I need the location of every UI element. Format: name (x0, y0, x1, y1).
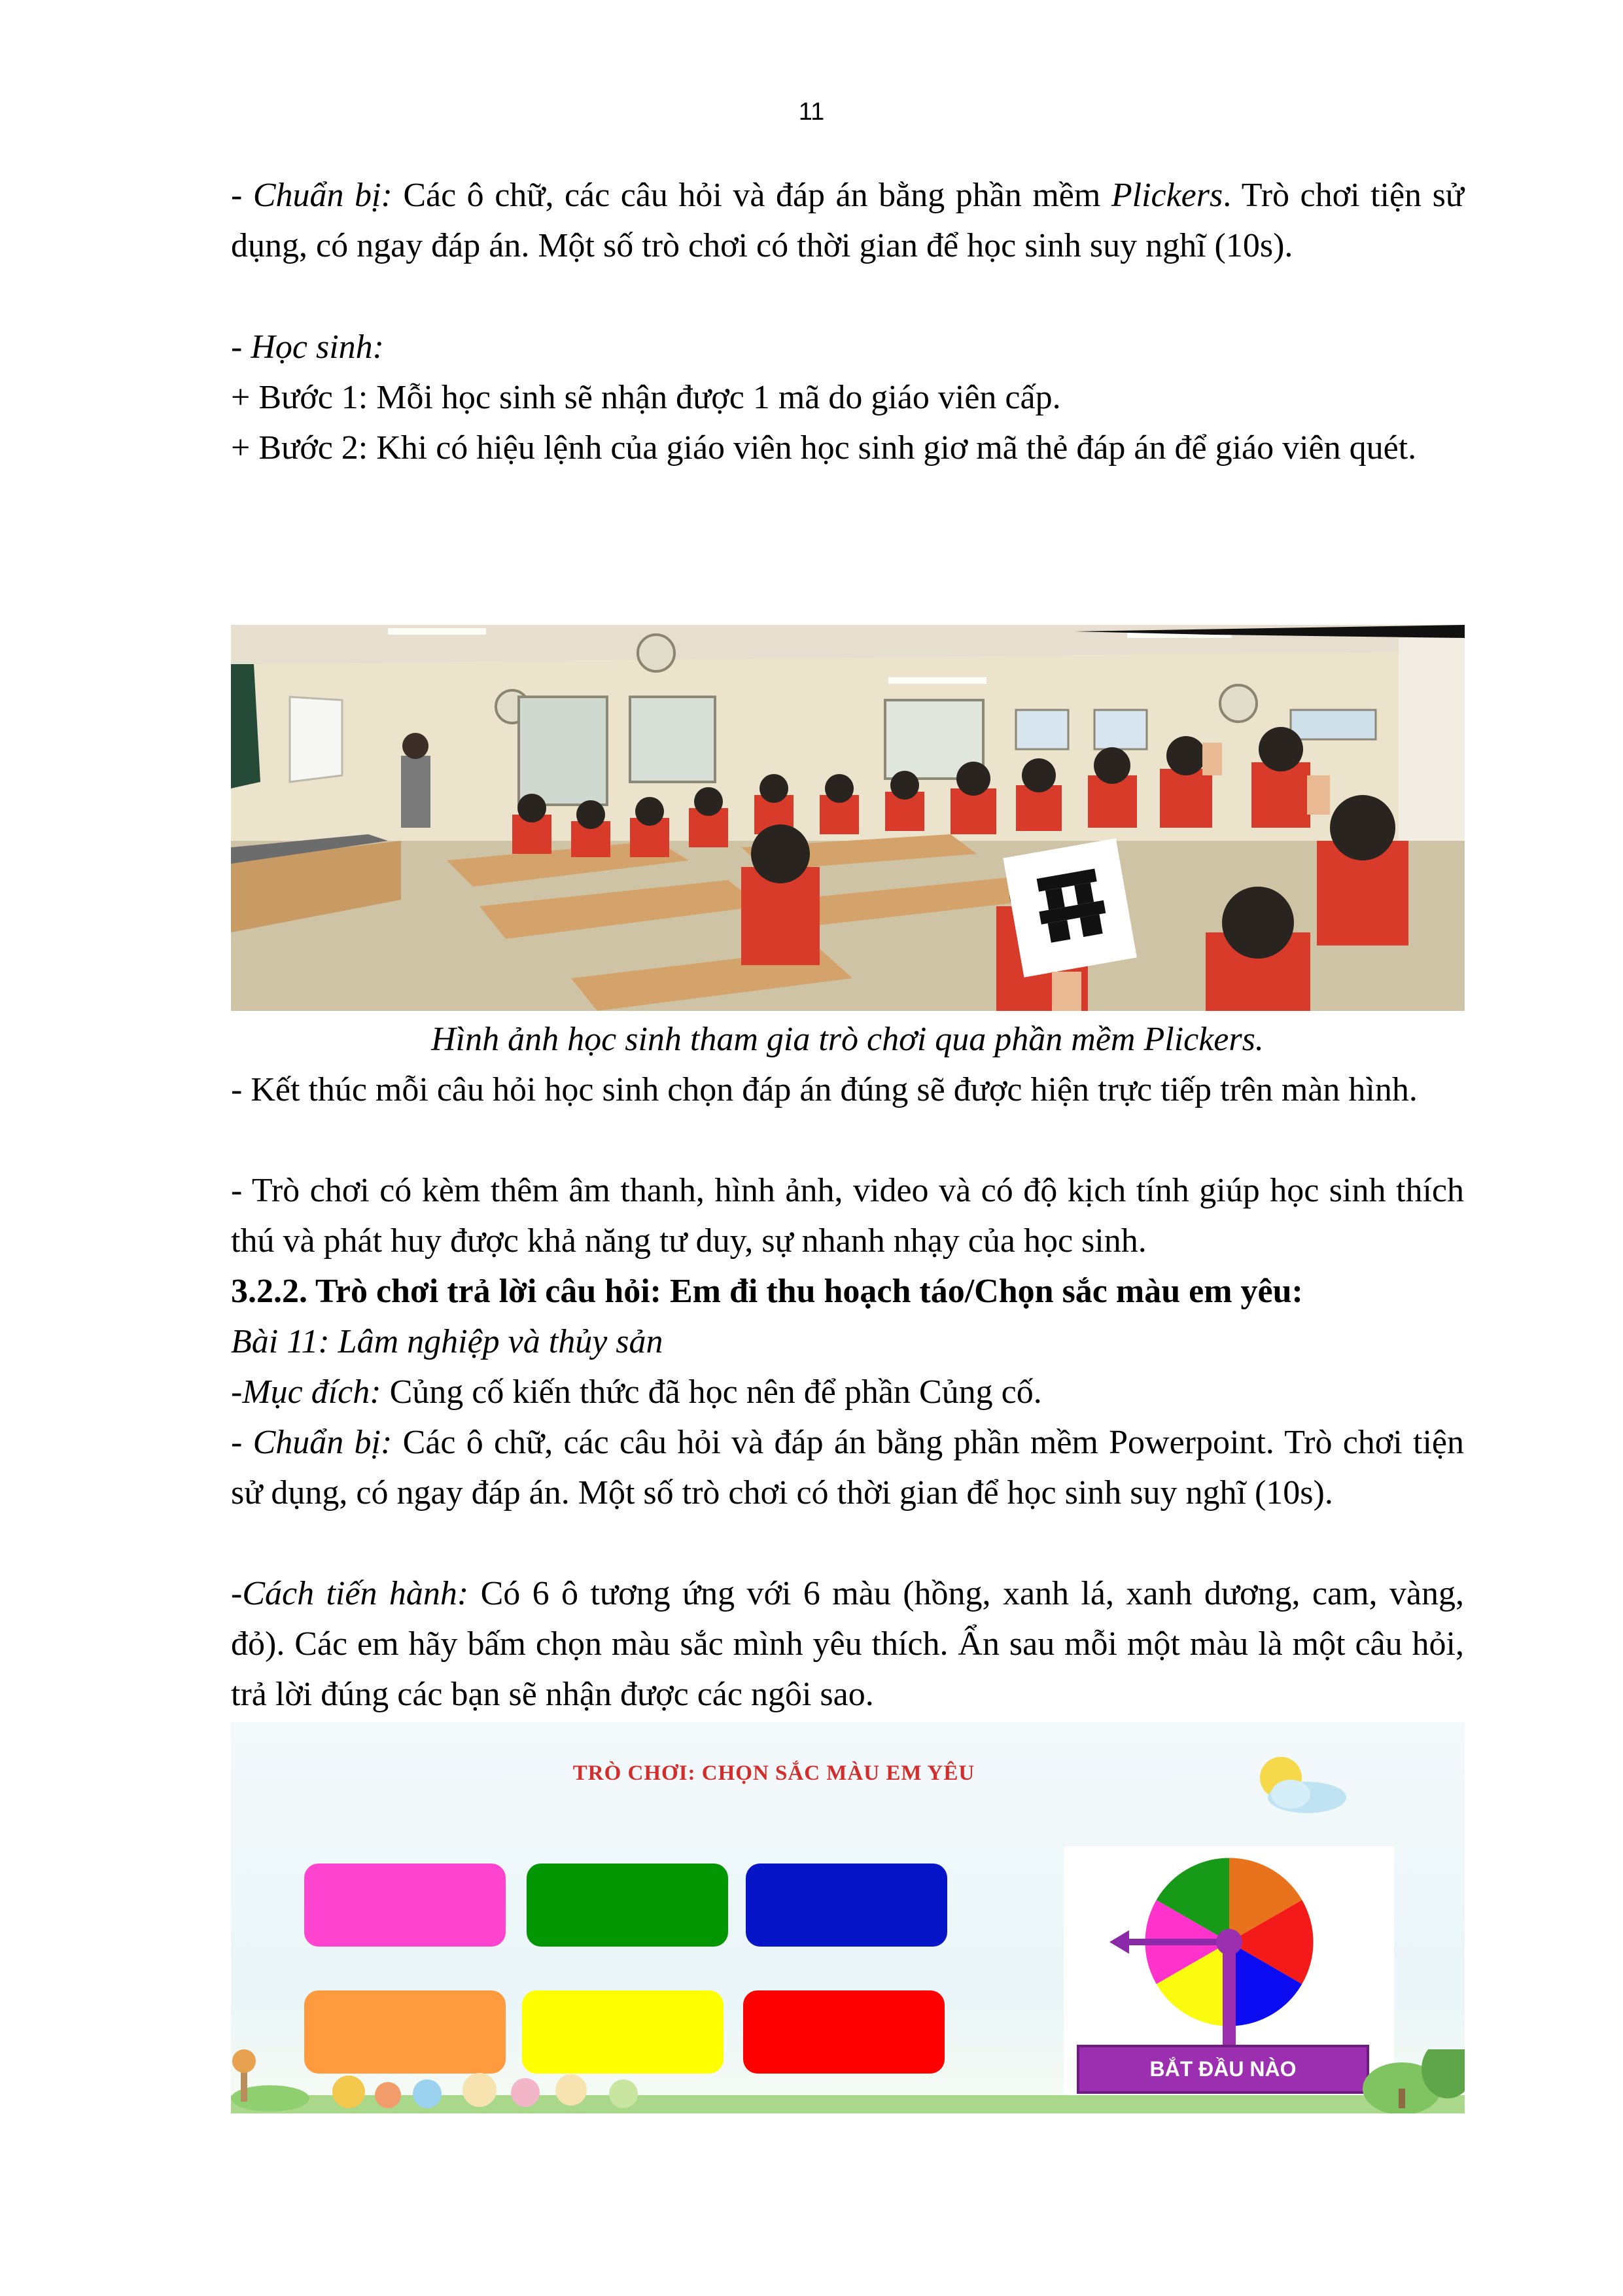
sun-cloud-icon (1232, 1748, 1363, 1820)
page-number: 11 (798, 98, 825, 126)
preparation-paragraph: - Chuẩn bị: Các ô chữ, các câu hỏi và đáp án bằng phần mềm Plickers. Trò chơi tiện sử dụng, có ngay đáp án. Một số trò chơi có thời gian để học sinh suy nghĩ (10s). (231, 177, 1464, 264)
start-button[interactable]: BẮT ĐẦU NÀO (1077, 2045, 1369, 2094)
software-name: Plickers (1111, 177, 1223, 214)
photo-caption: Hình ảnh học sinh tham gia trò chơi qua phần mềm Plickers. (431, 1021, 1264, 1058)
purpose-paragraph: -Mục đích: Củng cố kiến thức đã học nên để phần Củng cố. (231, 1373, 1042, 1411)
result-paragraph: - Kết thúc mỗi câu hỏi học sinh chọn đáp án đúng sẽ được hiện trực tiếp trên màn hình. (231, 1071, 1418, 1108)
lesson-title: Bài 11: Lâm nghiệp và thủy sản (231, 1323, 663, 1360)
scenery-decoration (231, 2049, 1465, 2113)
procedure-paragraph: -Cách tiến hành: Có 6 ô tương ứng với 6 màu (hồng, xanh lá, xanh dương, cam, vàng, đỏ). Các em hãy bấm chọn màu sắc mình yêu thích. Ẩn sau mỗi một màu là một câu hỏi, trả lời đúng các bạn sẽ nhận được các ngôi sao. (231, 1575, 1464, 1713)
game-title: TRÒ CHƠI: CHỌN SẮC MÀU EM YÊU (572, 1761, 975, 1785)
students-heading: - Học sinh: (231, 328, 384, 366)
features-paragraph: - Trò chơi có kèm thêm âm thanh, hình ảnh, video và có độ kịch tính giúp học sinh thích thú và phát huy được khả năng tư duy, sự nhanh nhạy của học sinh. (231, 1172, 1464, 1260)
tile-pink[interactable] (304, 1863, 506, 1947)
section-heading: 3.2.2. Trò chơi trả lời câu hỏi: Em đi thu hoạch táo/Chọn sắc màu em yêu: (231, 1273, 1303, 1310)
tile-blue[interactable] (746, 1863, 947, 1947)
preparation-paragraph-2: - Chuẩn bị: Các ô chữ, các câu hỏi và đáp án bằng phần mềm Powerpoint. Trò chơi tiện sử dụng, có ngay đáp án. Một số trò chơi có thời gian để học sinh suy nghĩ (10s). (231, 1424, 1464, 1511)
game-slide (231, 1722, 1465, 2113)
step-1: + Bước 1: Mỗi học sinh sẽ nhận được 1 mã do giáo viên cấp. (231, 379, 1061, 416)
step-2: + Bước 2: Khi có hiệu lệnh của giáo viên học sinh giơ mã thẻ đáp án để giáo viên quét. (231, 429, 1417, 467)
tile-green[interactable] (527, 1863, 728, 1947)
classroom-photo (231, 625, 1465, 1011)
preparation-label: Chuẩn bị: (253, 177, 393, 214)
